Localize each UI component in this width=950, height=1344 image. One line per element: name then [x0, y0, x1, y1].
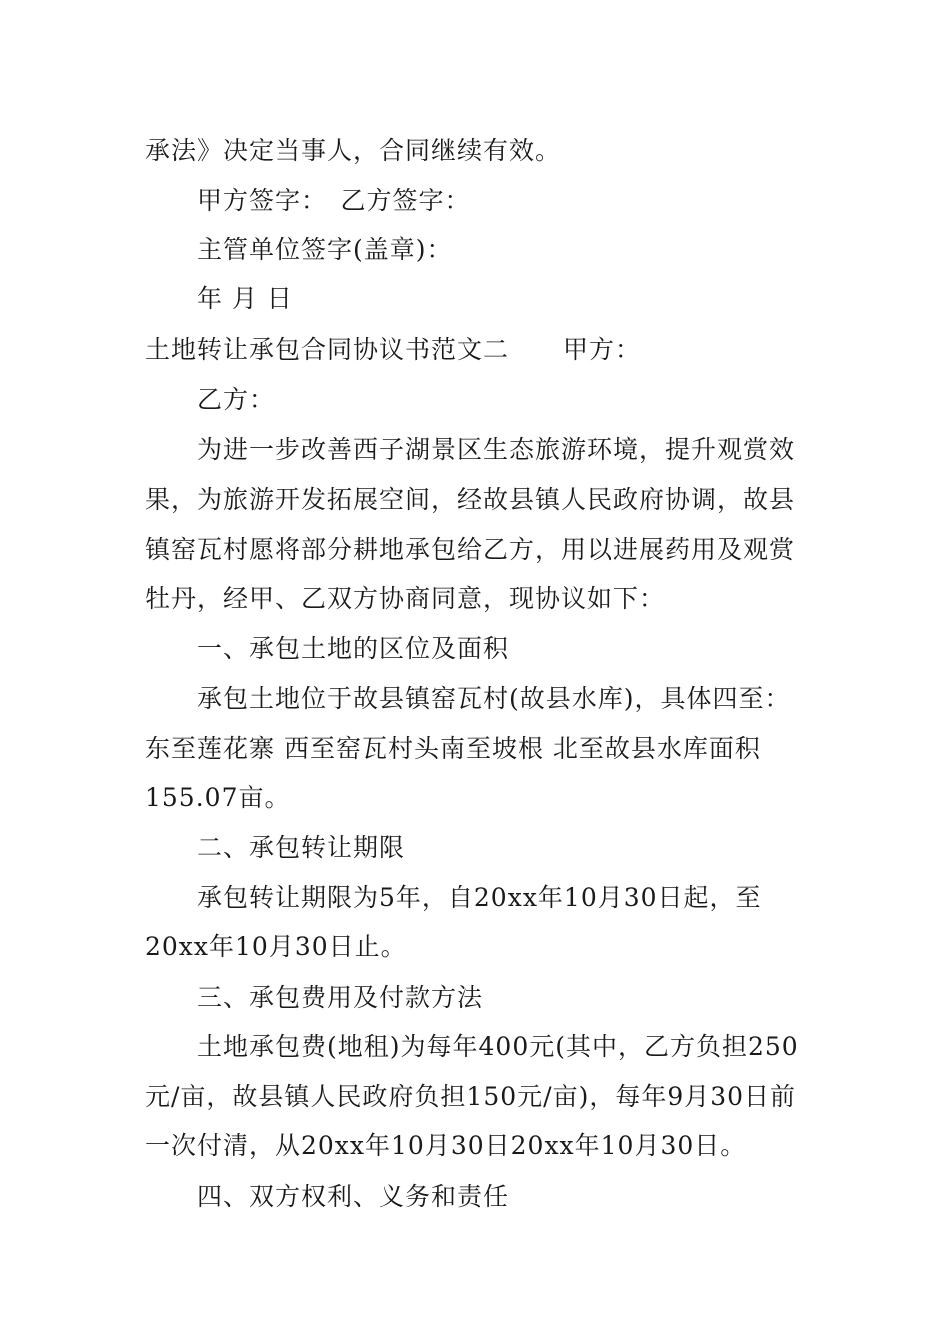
authority-signature-line: 主管单位签字(盖章)： — [197, 235, 453, 264]
date-line: 年 月 日 — [197, 284, 293, 313]
section-heading: 四、双方权利、义务和责任 — [197, 1182, 510, 1211]
text-line: 承法》决定当事人，合同继续有效。 — [145, 136, 562, 165]
document-title: 土地转让承包合同协议书范文二 — [145, 335, 510, 364]
paragraph-line: 承包转让期限为5年，自20xx年10月30日起，至 — [197, 883, 762, 912]
paragraph-line: 果，为旅游开发拓展空间，经故县镇人民政府协调，故县 — [145, 485, 796, 514]
paragraph-line: 155.07亩。 — [145, 783, 291, 812]
signature-line: 甲方签字： 乙方签字： — [197, 186, 471, 215]
party-a-label: 甲方： — [563, 335, 642, 364]
paragraph-line: 承包土地位于故县镇窑瓦村(故县水库)，具体四至： — [197, 684, 791, 713]
paragraph-line: 东至莲花寨 西至窑瓦村头南至坡根 北至故县水库面积 — [145, 734, 761, 763]
paragraph-line: 一次付清，从20xx年10月30日20xx年10月30日。 — [145, 1131, 747, 1160]
section-heading: 二、承包转让期限 — [197, 833, 406, 862]
section-heading: 三、承包费用及付款方法 — [197, 983, 484, 1012]
paragraph-line: 镇窑瓦村愿将部分耕地承包给乙方，用以进展药用及观赏 — [145, 535, 796, 564]
section-heading: 一、承包土地的区位及面积 — [197, 634, 510, 663]
party-b-label: 乙方： — [197, 385, 276, 414]
paragraph-line: 元/亩，故县镇人民政府负担150元/亩)，每年9月30日前 — [145, 1082, 797, 1111]
paragraph-line: 20xx年10月30日止。 — [145, 932, 407, 961]
paragraph-line: 牡丹，经甲、乙双方协商同意，现协议如下： — [145, 584, 666, 613]
paragraph-line: 为进一步改善西子湖景区生态旅游环境，提升观赏效 — [197, 435, 796, 464]
paragraph-line: 土地承包费(地租)为每年400元(其中，乙方负担250 — [197, 1032, 799, 1061]
section-title-line — [145, 335, 641, 365]
